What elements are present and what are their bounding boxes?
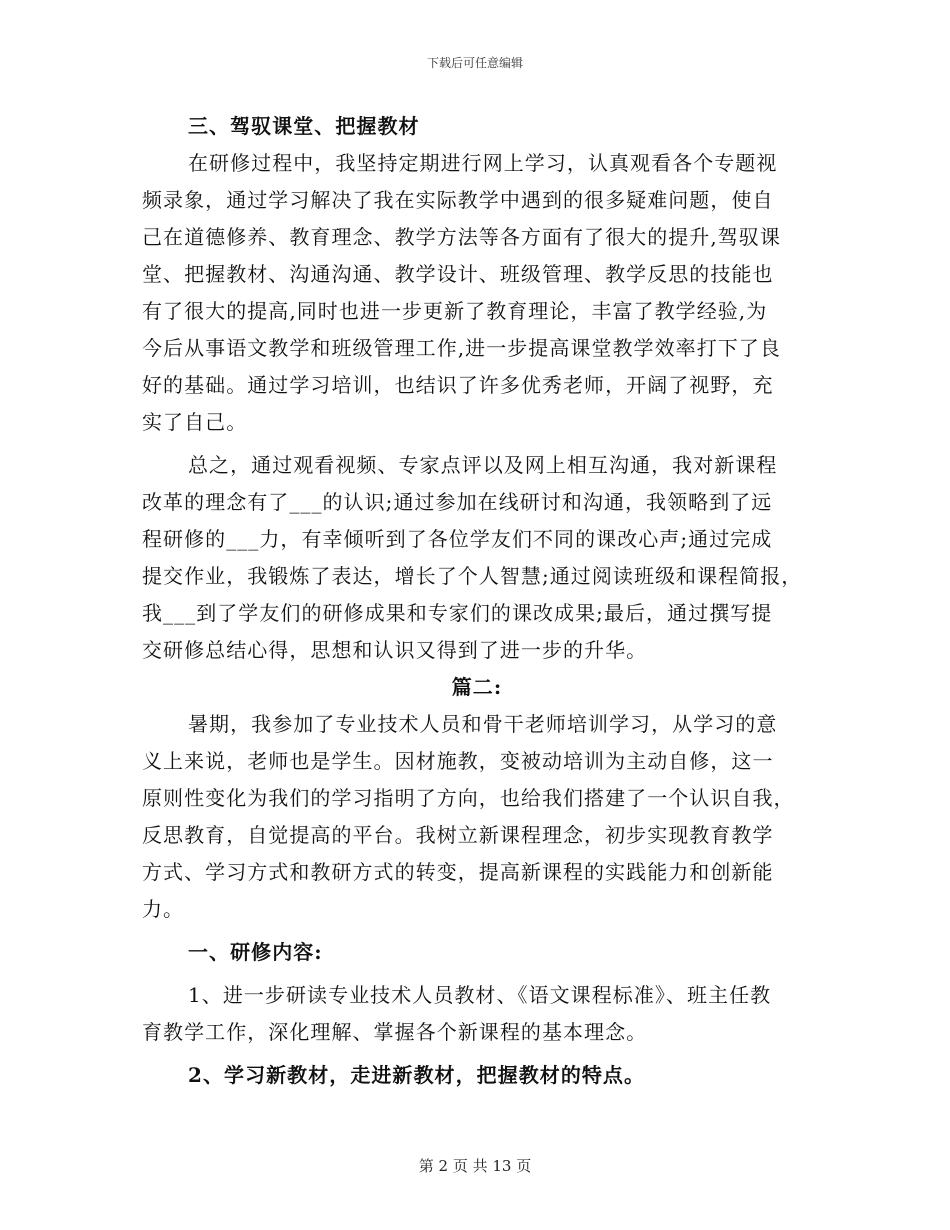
text-line: 力。 (142, 897, 185, 921)
section-heading: 三、驾驭课堂、把握教材 (188, 114, 420, 138)
text-line: 交研修总结心得，思想和认识又得到了进一步的升华。 (142, 638, 648, 662)
text-line: 在研修过程中，我坚持定期进行网上学习，认真观看各个专题视 (188, 151, 778, 175)
text-line: 今后从事语文教学和班级管理工作,进一步提高课堂教学效率打下了良 (142, 336, 781, 360)
paragraph (142, 447, 812, 669)
page-footer: 第 2 页 共 13 页 (418, 1157, 532, 1175)
text-line: 好的基础。通过学习培训，也结识了许多优秀老师，开阔了视野，充 (142, 373, 774, 397)
text-line: 实了自己。 (142, 410, 248, 434)
text-line: 程研修的___力，有幸倾听到了各位学友们不同的课改心声;通过完成 (142, 527, 773, 551)
text-line: 我___到了学友们的研修成果和专家们的课改成果;最后，通过撰写提 (142, 601, 773, 625)
text-line: 暑期，我参加了专业技术人员和骨干老师培训学习，从学习的意 (188, 712, 778, 736)
text-line: 总之，通过观看视频、专家点评以及网上相互沟通，我对新课程 (188, 453, 778, 477)
list-item: 2、学习新教材，走进新教材，把握教材的特点。 (188, 1063, 646, 1087)
text-line: 育教学工作，深化理解、掌握各个新课程的基本理念。 (142, 1020, 648, 1044)
text-line: 堂、把握教材、沟通沟通、教学设计、班级管理、教学反思的技能也 (142, 262, 774, 286)
list-item (142, 977, 812, 1051)
text-line: 反思教育，自觉提高的平台。我树立新课程理念，初步实现教育教学 (142, 823, 774, 847)
text-line: 己在道德修养、教育理念、教学方法等各方面有了很大的提升,驾驭课 (142, 225, 781, 249)
page-header: 下载后可任意编辑 (426, 56, 523, 70)
paragraph (142, 706, 812, 928)
text-line: 频录象，通过学习解决了我在实际教学中遇到的很多疑难问题，使自 (142, 188, 774, 212)
paragraph (142, 145, 812, 441)
text-line: 有了很大的提高,同时也进一步更新了教育理论，丰富了教学经验,为 (142, 299, 768, 323)
text-line: 原则性变化为我们的学习指明了方向，也给我们搭建了一个认识自我， (142, 786, 795, 810)
text-line: 提交作业，我锻炼了表达，增长了个人智慧;通过阅读班级和课程简报， (142, 564, 803, 588)
text-line: 1、进一步研读专业技术人员教材、《语文课程标准》、班主任教 (188, 983, 772, 1007)
document-body (142, 108, 812, 1094)
part-title: 篇二: (451, 675, 503, 699)
text-line: 改革的理念有了___的认识;通过参加在线研讨和沟通，我领略到了远 (142, 490, 773, 514)
section-heading: 一、研修内容: (188, 940, 323, 964)
text-line: 义上来说，老师也是学生。因材施教，变被动培训为主动自修，这一 (142, 749, 774, 773)
text-line: 方式、学习方式和教研方式的转变，提高新课程的实践能力和创新能 (142, 860, 774, 884)
